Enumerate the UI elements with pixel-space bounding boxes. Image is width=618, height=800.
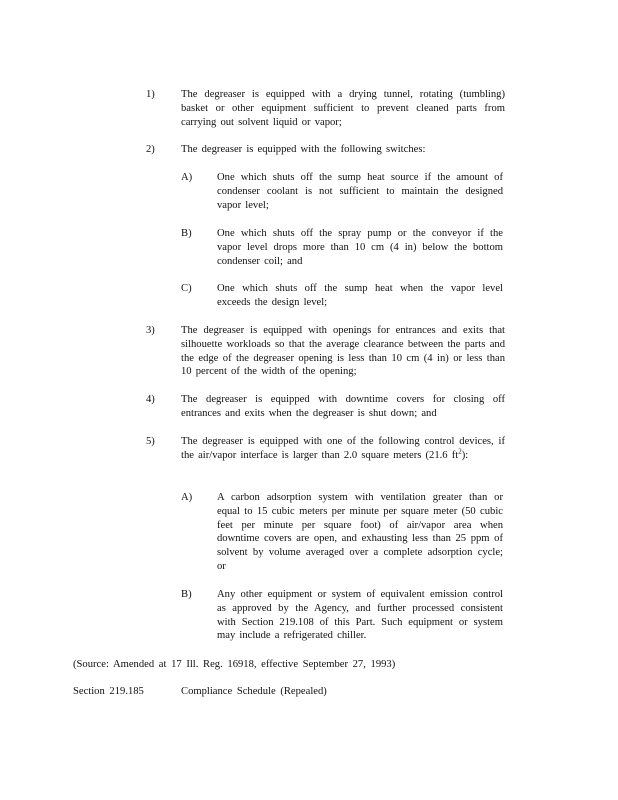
item-text: The degreaser is equipped with downtime covers for closing off entrances and exits when the degreaser is shut down; and	[181, 394, 505, 419]
sub-item-number: C)	[181, 283, 192, 294]
sub-item-text: A carbon adsorption system with ventilation greater than or equal to 15 cubic meters per minute per square meter (50 cubic feet per minute per square foot) of air/vapor area when downtime covers are open, and exhausting less than 25 ppm of solvent by volume averaged over a complete adsorption cycle; or	[217, 492, 503, 572]
sub-item-number: B)	[181, 589, 192, 600]
sub-item-text: One which shuts off the sump heat source if the amount of condenser coolant is not sufficient to maintain the designed vapor level;	[217, 172, 503, 211]
superscript: 2	[458, 447, 462, 456]
item-text-tail: ):	[461, 449, 469, 461]
item-text	[181, 435, 505, 463]
item-text: The degreaser is equipped with openings for entrances and exits that silhouette workloads so that the average clearance between the parts and the edge of the degreaser opening is less than 10 cm (4 in) or less than 10 percent of the width of the opening;	[181, 325, 505, 378]
sub-item-text: One which shuts off the sump heat when the vapor level exceeds the design level;	[217, 283, 503, 308]
sub-item-number: A)	[181, 172, 193, 183]
sub-item-number: B)	[181, 228, 192, 239]
sub-item-text: Any other equipment or system of equivalent emission control as approved by the Agency, and further processed consistent with Section 219.108 of this Part. Such equipment or system may include a refrigerated chiller.	[217, 589, 503, 642]
source-note: (Source: Amended at 17 Ill. Reg. 16918, effective September 27, 1993)	[73, 659, 396, 670]
sub-item-number: A)	[181, 492, 193, 503]
item-text: The degreaser is equipped with a drying tunnel, rotating (tumbling) basket or other equipment sufficient to prevent cleaned parts from carrying out solvent liquid or vapor;	[181, 89, 505, 128]
section-number: Section 219.185	[73, 686, 144, 697]
item-text-main: The degreaser is equipped with one of the following control devices, if the air/vapor interface is larger than 2.0 square meters (21.6 ft	[181, 436, 505, 461]
item-text: The degreaser is equipped with the following switches:	[181, 144, 426, 155]
item-number: 5)	[146, 436, 155, 447]
sub-item-text: One which shuts off the spray pump or the conveyor if the vapor level drops more than 10 cm (4 in) below the bottom condenser coil; and	[217, 228, 503, 267]
item-number: 4)	[146, 394, 155, 405]
item-number: 1)	[146, 89, 155, 100]
item-number: 2)	[146, 144, 155, 155]
section-title: Compliance Schedule (Repealed)	[181, 686, 327, 697]
item-number: 3)	[146, 325, 155, 336]
